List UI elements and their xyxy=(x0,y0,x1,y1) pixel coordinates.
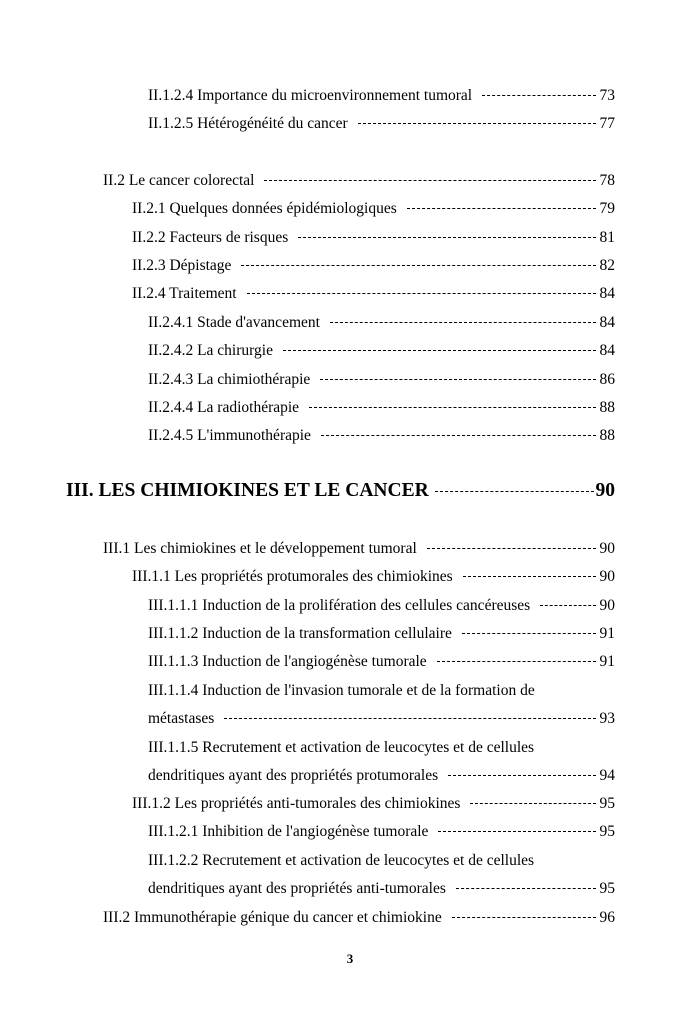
dot-leader xyxy=(452,917,596,918)
dot-leader xyxy=(224,718,595,719)
dot-leader xyxy=(462,633,596,634)
toc-entry-label: III.1 Les chimiokines et le développement tumoral xyxy=(103,540,417,557)
toc-entry-label: II.2.4.3 La chimiothérapie xyxy=(148,371,311,388)
toc-entry-page: 82 xyxy=(599,257,615,274)
dot-leader xyxy=(241,265,595,266)
toc-entry-page: 94 xyxy=(599,767,615,784)
toc-entry-page: 93 xyxy=(599,710,615,727)
toc-entry xyxy=(148,426,615,446)
toc-entry xyxy=(148,86,615,106)
toc-entry-page: 96 xyxy=(599,909,615,926)
toc-entry-label: II.2.4 Traitement xyxy=(132,285,237,302)
toc-entry xyxy=(148,822,615,842)
dot-leader xyxy=(540,605,595,606)
toc-entry-label: III. LES CHIMIOKINES ET LE CANCER xyxy=(66,480,429,501)
toc-entry-label: III.2 Immunothérapie génique du cancer et chimiokine xyxy=(103,909,442,926)
dot-leader xyxy=(427,548,596,549)
toc-entry-page: 78 xyxy=(599,172,615,189)
toc-entry-page: 88 xyxy=(599,399,615,416)
toc-entry-label: II.2.4.4 La radiothérapie xyxy=(148,399,300,416)
dot-leader xyxy=(321,435,596,436)
toc-entry-page: 90 xyxy=(595,480,615,501)
toc-entry-label: II.2.2 Facteurs de risques xyxy=(132,229,289,246)
toc-entry-label: III.1.1.1 Induction de la prolifération des cellules cancéreuses xyxy=(148,597,531,614)
toc-entry-page: 73 xyxy=(599,87,615,104)
toc-entry-label: III.1.1.2 Induction de la transformation cellulaire xyxy=(148,625,452,642)
toc-entry-page: 77 xyxy=(599,115,615,132)
toc-entry xyxy=(148,370,615,390)
toc-entry-label: II.1.2.5 Hétérogénéité du cancer xyxy=(148,115,348,132)
toc-entry-label-line1: III.1.1.4 Induction de l'invasion tumorale et de la formation de xyxy=(148,682,535,699)
toc-entry-label: III.1.2.1 Inhibition de l'angiogénèse tumorale xyxy=(148,823,429,840)
toc-entry xyxy=(103,171,615,191)
toc-entry-label: III.1.2 Les propriétés anti-tumorales des chimiokines xyxy=(132,795,461,812)
toc-entry-page: 90 xyxy=(599,568,615,585)
toc-entry-label: dendritiques ayant des propriétés protumorales xyxy=(148,767,439,784)
dot-leader xyxy=(482,95,595,96)
toc-entry xyxy=(103,908,615,928)
dot-leader xyxy=(298,237,595,238)
dot-leader xyxy=(438,831,595,832)
toc-entry xyxy=(132,794,615,814)
toc-entry-label: II.2.4.1 Stade d'avancement xyxy=(148,314,320,331)
toc-entry-page: 95 xyxy=(599,880,615,897)
dot-leader xyxy=(470,803,595,804)
toc-entry xyxy=(132,284,615,304)
toc-entry-label: II.2.1 Quelques données épidémiologiques xyxy=(132,200,397,217)
toc-entry-label: métastases xyxy=(148,710,215,727)
dot-leader xyxy=(358,123,596,124)
toc-entry-page: 88 xyxy=(599,427,615,444)
dot-leader xyxy=(320,379,595,380)
dot-leader xyxy=(435,491,594,492)
toc-entry-label: II.2.4.5 L'immunothérapie xyxy=(148,427,311,444)
toc-entry xyxy=(132,228,615,248)
dot-leader xyxy=(283,350,596,351)
toc-entry-page: 84 xyxy=(599,342,615,359)
toc-entry-label: II.2.3 Dépistage xyxy=(132,257,232,274)
toc-entry-label: dendritiques ayant des propriétés anti-tumorales xyxy=(148,880,446,897)
toc-entry-label: II.2.4.2 La chirurgie xyxy=(148,342,273,359)
toc-entry xyxy=(103,539,615,559)
toc-entry-page: 90 xyxy=(599,540,615,557)
toc-entry-page: 84 xyxy=(599,285,615,302)
dot-leader xyxy=(448,775,595,776)
toc-entry xyxy=(148,766,615,786)
toc-entry-page: 95 xyxy=(599,795,615,812)
toc-entry xyxy=(148,652,615,672)
dot-leader xyxy=(247,293,596,294)
dot-leader xyxy=(456,888,596,889)
toc-entry-page: 91 xyxy=(599,625,615,642)
toc-entry-page: 86 xyxy=(599,371,615,388)
dot-leader xyxy=(264,180,595,181)
dot-leader xyxy=(463,576,596,577)
toc-entry xyxy=(148,313,615,333)
toc-entry-label-line1: III.1.1.5 Recrutement et activation de leucocytes et de cellules xyxy=(148,739,535,756)
page-number: 3 xyxy=(346,951,354,966)
toc-entry xyxy=(148,624,615,644)
toc-entry-label-line1: III.1.2.2 Recrutement et activation de leucocytes et de cellules xyxy=(148,852,535,869)
toc-entry-page: 81 xyxy=(599,229,615,246)
toc-entry xyxy=(132,199,615,219)
toc-entry xyxy=(148,596,615,616)
toc-entry-label: II.1.2.4 Importance du microenvironnement tumoral xyxy=(148,87,473,104)
toc-entry-label: II.2 Le cancer colorectal xyxy=(103,172,255,189)
toc-entry xyxy=(148,709,615,729)
toc-entry-page: 84 xyxy=(599,314,615,331)
toc-entry xyxy=(148,398,615,418)
toc-entry-label: III.1.1 Les propriétés protumorales des chimiokines xyxy=(132,568,453,585)
dot-leader xyxy=(309,407,595,408)
dot-leader xyxy=(407,208,596,209)
dot-leader xyxy=(437,661,596,662)
toc-entry-label: III.1.1.3 Induction de l'angiogénèse tumorale xyxy=(148,653,427,670)
toc-entry xyxy=(148,341,615,361)
toc-entry-page: 95 xyxy=(599,823,615,840)
dot-leader xyxy=(330,322,596,323)
toc-entry xyxy=(132,567,615,587)
toc-entry-page: 79 xyxy=(599,200,615,217)
toc-entry-page: 91 xyxy=(599,653,615,670)
toc-entry xyxy=(148,879,615,899)
toc-entry xyxy=(148,114,615,134)
toc-entry-page: 90 xyxy=(599,597,615,614)
toc-entry xyxy=(132,256,615,276)
toc-chapter-heading xyxy=(66,479,615,503)
